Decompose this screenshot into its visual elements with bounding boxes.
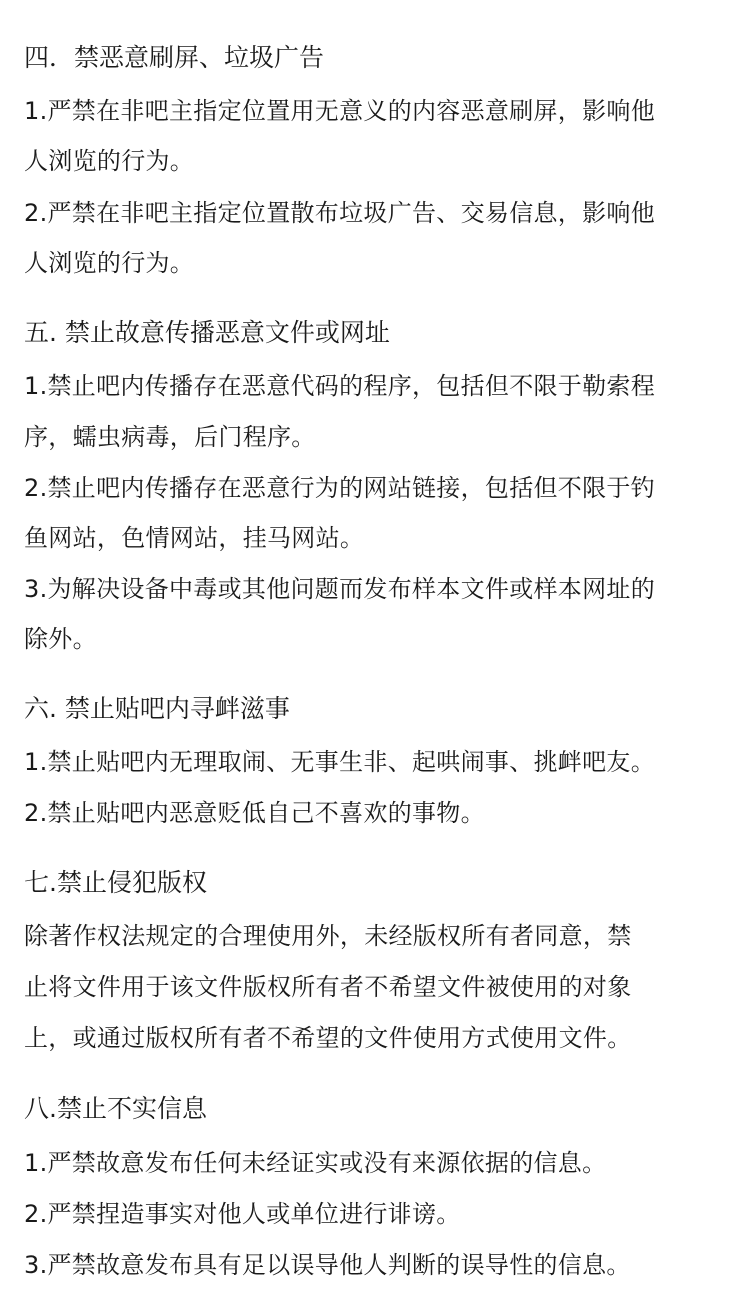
section-title: 六. 禁止贴吧内寻衅滋事 — [24, 694, 290, 723]
text-line: 2.严禁捏造事实对他人或单位进行诽谤。 — [24, 1200, 461, 1228]
text-line: 序，蠕虫病毒，后门程序。 — [24, 423, 316, 451]
section-title: 七.禁止侵犯版权 — [24, 868, 207, 897]
text-line: 2.禁止贴吧内恶意贬低自己不喜欢的事物。 — [24, 799, 485, 827]
text-line: 除外。 — [24, 625, 97, 653]
text-line: 除著作权法规定的合理使用外，未经版权所有者同意，禁 — [24, 922, 632, 950]
section-title: 四．禁恶意刷屏、垃圾广告 — [24, 43, 325, 72]
text-line: 2.严禁在非吧主指定位置散布垃圾广告、交易信息，影响他 — [24, 199, 655, 227]
text-line: 2.禁止吧内传播存在恶意行为的网站链接，包括但不限于钓 — [24, 474, 655, 502]
text-line: 1.禁止吧内传播存在恶意代码的程序，包括但不限于勒索程 — [24, 372, 655, 400]
text-line: 1.严禁故意发布任何未经证实或没有来源依据的信息。 — [24, 1149, 607, 1177]
text-line: 人浏览的行为。 — [24, 147, 195, 175]
text-line: 止将文件用于该文件版权所有者不希望文件被使用的对象 — [24, 973, 632, 1001]
section-title: 八.禁止不实信息 — [24, 1094, 207, 1123]
text-line: 上，或通过版权所有者不希望的文件使用方式使用文件。 — [24, 1024, 632, 1052]
text-line: 1.严禁在非吧主指定位置用无意义的内容恶意刷屏，影响他 — [24, 97, 655, 125]
text-line: 人浏览的行为。 — [24, 249, 195, 277]
text-line: 3.严禁故意发布具有足以误导他人判断的误导性的信息。 — [24, 1251, 631, 1279]
section-title: 五. 禁止故意传播恶意文件或网址 — [24, 318, 390, 347]
text-line: 鱼网站，色情网站，挂马网站。 — [24, 524, 365, 552]
text-line: 1.禁止贴吧内无理取闹、无事生非、起哄闹事、挑衅吧友。 — [24, 748, 655, 776]
text-line: 3.为解决设备中毒或其他问题而发布样本文件或样本网址的 — [24, 575, 655, 603]
